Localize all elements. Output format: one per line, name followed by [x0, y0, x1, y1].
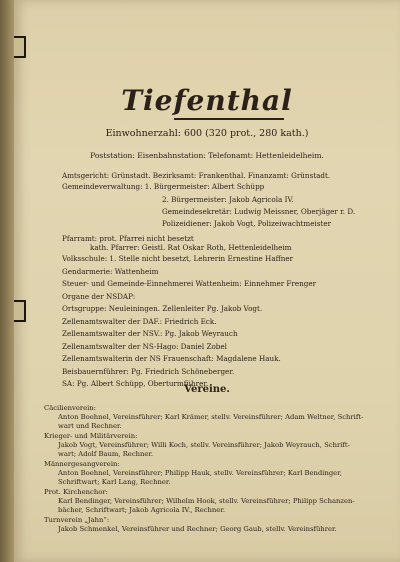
verein-detail: bächer, Schriftwart; Jakob Agricola IV., Rechner.: [58, 506, 225, 514]
admin-line: 2. Bürgermeister: Jakob Agricola IV.: [162, 195, 294, 204]
verein-name: Männergesangverein:: [44, 460, 120, 468]
verein-detail: Anton Boehnel, Vereinsführer; Philipp Hauk, stellv. Vereinsführer; Karl Bendinger,: [58, 469, 342, 477]
admin-line: SA: Pg. Albert Schüpp, Oberturmführer.: [62, 379, 209, 388]
verein-detail: Jakob Schmenkel, Vereinsführer und Rechner; Georg Gaub, stellv. Vereinsführer.: [58, 525, 337, 533]
verein-detail: Jakob Vogt, Vereinsführer; Willi Koch, stellv. Vereinsführer; Jakob Weyrauch, Schrift-: [58, 441, 350, 449]
admin-line: Steuer- und Gemeinde-Einnehmerei Wattenheim: Einnehmer Frenger: [62, 279, 317, 288]
admin-line: Amtsgericht: Grünstadt. Bezirksamt: Frankenthal. Finanzamt: Grünstadt.: [62, 171, 331, 180]
admin-line: Pfarramt: prot. Pfarrei nicht besetzt: [62, 234, 194, 243]
admin-line: Zellenamtswalter der NSV.: Pg. Jakob Weyrauch: [62, 329, 238, 338]
binding-mark: [14, 300, 26, 322]
vereine-heading: Vereine.: [184, 384, 230, 395]
admin-line: Gendarmerie: Wattenheim: [62, 267, 159, 276]
population-line: Einwohnerzahl: 600 (320 prot., 280 kath.): [105, 128, 309, 139]
admin-line: Volksschule: 1. Stelle nicht besetzt, Lehrerin Ernestine Haffner: [62, 254, 294, 263]
admin-line: Gemeindeverwaltung: 1. Bürgermeister: Albert Schüpp: [62, 182, 265, 191]
binding-mark: [14, 36, 26, 58]
verein-detail: Karl Bendinger, Vereinsführer; Wilhelm Hook, stellv. Vereinsführer; Philipp Schanzen-: [58, 497, 355, 505]
verein-detail: Anton Boehnel, Vereinsführer; Karl Krämer, stellv. Vereinsführer; Adam Weltner, Schrift-: [58, 413, 364, 421]
verein-detail: Schriftwart; Karl Lang, Rechner.: [58, 478, 171, 486]
verein-detail: wart und Rechner.: [58, 422, 122, 430]
admin-line: Zellenamtswalterin der NS Frauenschaft: Magdalene Hauk.: [62, 354, 281, 363]
admin-line: Zellenamtswalter der NS-Hago: Daniel Zobel: [62, 342, 227, 351]
admin-line: Ortsgruppe: Neuleiningen. Zellenleiter Pg. Jakob Vogt.: [62, 304, 263, 313]
services-line: Poststation: Eisenbahnstation: Telefonamt: Hettenleidelheim.: [90, 151, 324, 160]
admin-line: Polizeidiener: Jakob Vogt, Polizeiwachtmeister: [162, 219, 332, 228]
title-underline: [174, 118, 284, 120]
book-spine: [0, 0, 14, 562]
verein-name: Krieger- und Militärverein:: [44, 432, 138, 440]
admin-line: Organe der NSDAP:: [62, 292, 136, 301]
verein-name: Turnverein „Jahn“:: [44, 516, 110, 524]
page-title: Tiefenthal: [121, 84, 293, 117]
admin-line: kath. Pfarrer: Geistl. Rat Oskar Roth, Hettenleidelheim: [90, 243, 292, 252]
page: [14, 0, 400, 562]
verein-name: Prot. Kirchenchor:: [44, 488, 108, 496]
admin-line: Zellenamtswalter der DAF.: Friedrich Eck.: [62, 317, 217, 326]
admin-line: Beisbauernführer: Pg. Friedrich Schöneberger.: [62, 367, 235, 376]
verein-name: Cäcilienverein:: [44, 404, 96, 412]
admin-line: Gemeindesekretär: Ludwig Meissner, Oberjäger r. D.: [162, 207, 356, 216]
verein-detail: wart; Adolf Baum, Rechner.: [58, 450, 154, 458]
